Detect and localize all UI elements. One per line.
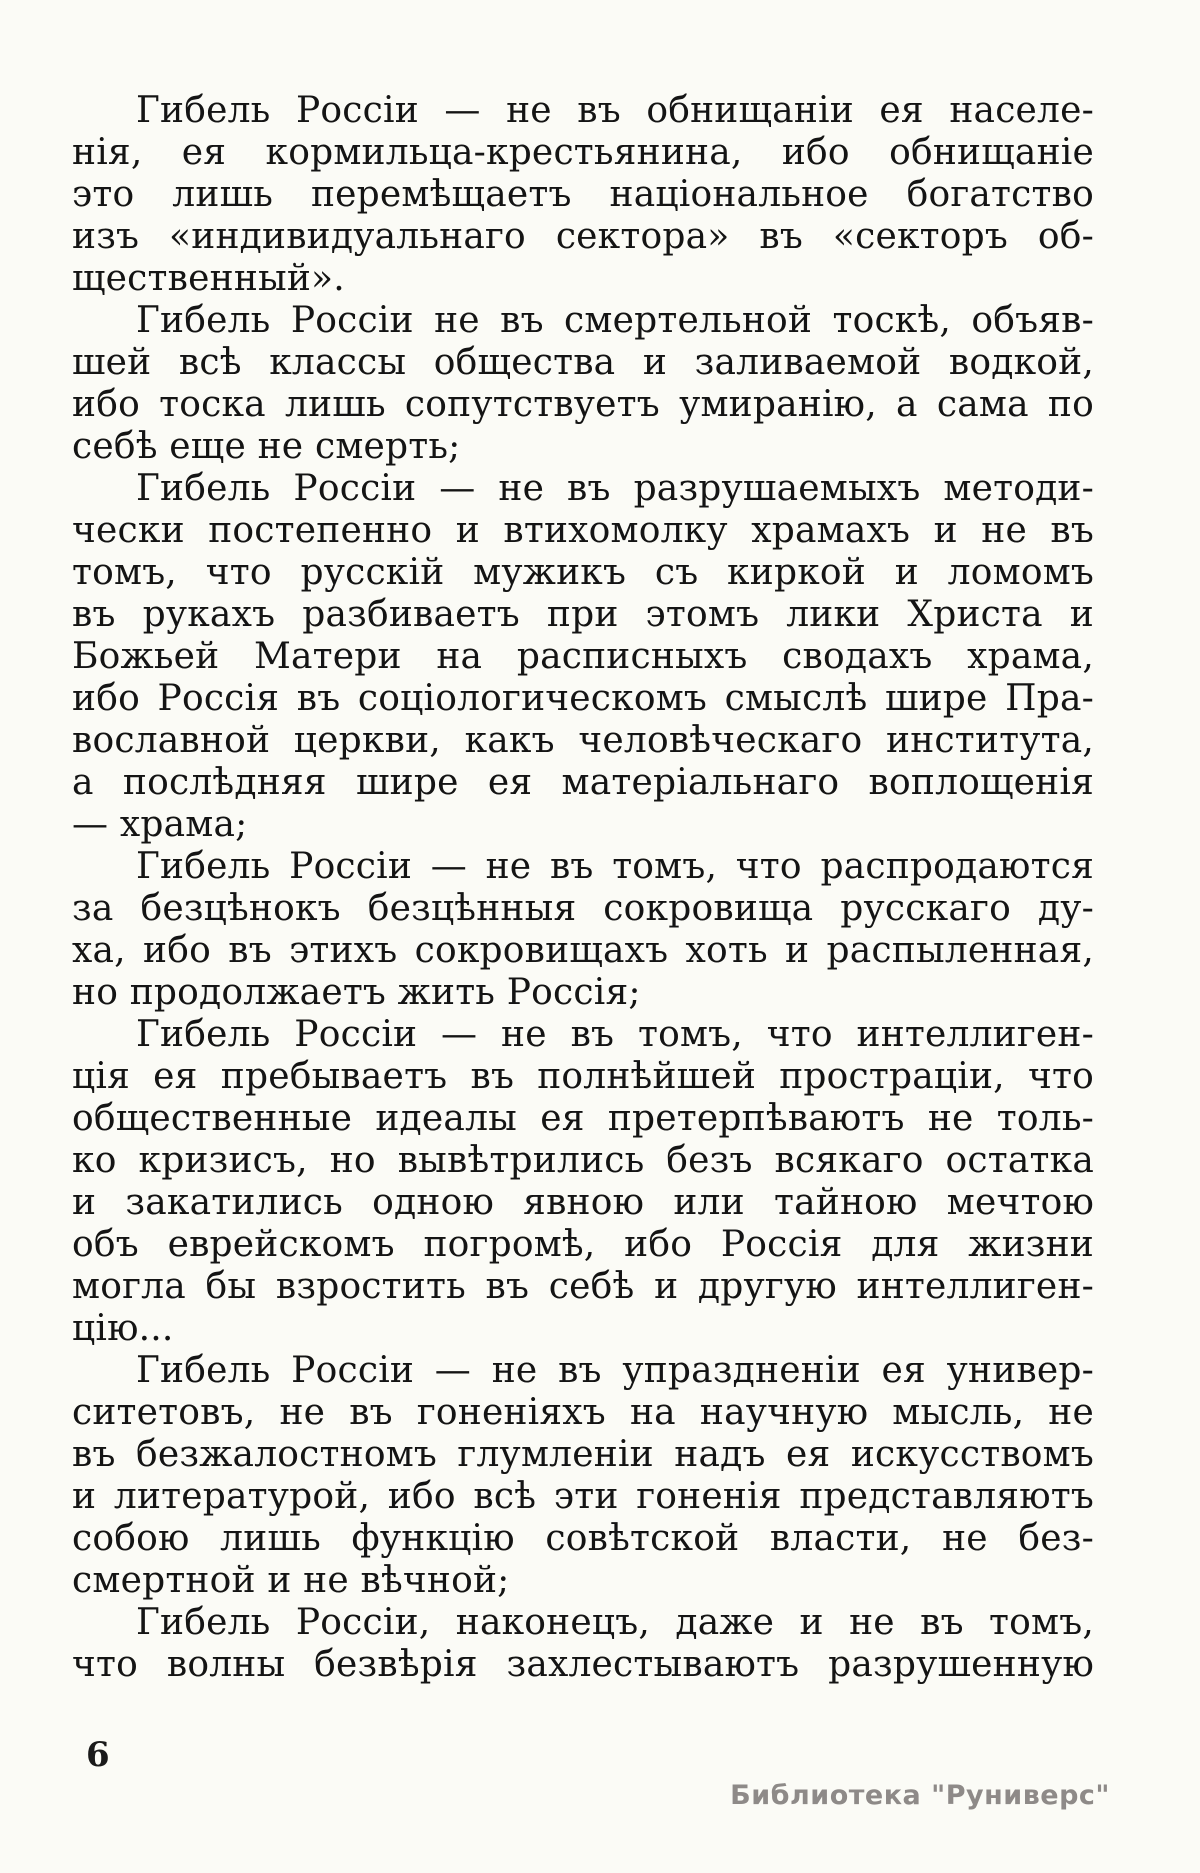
- text-line: Гибель Россіи — не въ упраздненіи ея универ-: [136, 1350, 1094, 1391]
- text-line: это лишь перемѣщаетъ національное богатство: [72, 174, 1094, 215]
- text-line: чески постепенно и втихомолку храмахъ и не въ: [72, 510, 1094, 551]
- text-line: Гибель Россіи, наконецъ, даже и не въ томъ,: [136, 1602, 1094, 1643]
- text-line: и литературой, ибо всѣ эти гоненія представляютъ: [72, 1476, 1094, 1517]
- text-line: Божьей Матери на расписныхъ сводахъ храма,: [72, 636, 1094, 677]
- paragraph: [72, 1350, 1094, 1602]
- text-line: могла бы взростить въ себѣ и другую интеллиген-: [72, 1266, 1094, 1307]
- text-line: въ рукахъ разбиваетъ при этомъ лики Христа и: [72, 594, 1094, 635]
- watermark: Библиотека "Руниверс": [730, 1780, 1110, 1811]
- text-line: томъ, что русскій мужикъ съ киркой и ломомъ: [72, 552, 1094, 593]
- text-line: изъ «индивидуальнаго сектора» въ «секторъ об-: [72, 216, 1094, 257]
- text-line: ибо Россія въ соціологическомъ смыслѣ шире Пра-: [72, 678, 1094, 719]
- text-line: ха, ибо въ этихъ сокровищахъ хоть и распыленная,: [72, 930, 1094, 971]
- text-line: Гибель Россіи — не въ томъ, что распродаются: [136, 846, 1094, 887]
- paragraph: [72, 846, 1094, 1014]
- text-line: себѣ еще не смерть;: [72, 426, 461, 467]
- text-line: щественный».: [72, 258, 345, 299]
- text-line: и закатились одною явною или тайною мечтою: [72, 1182, 1094, 1223]
- text-line: а послѣдняя шире ея матеріальнаго воплощенія: [72, 762, 1094, 803]
- text-line: вославной церкви, какъ человѣческаго института,: [72, 720, 1094, 761]
- text-line: смертной и не вѣчной;: [72, 1560, 510, 1601]
- text-line: общественные идеалы ея претерпѣваютъ не толь-: [72, 1098, 1094, 1139]
- text-line: шей всѣ классы общества и заливаемой водкой,: [72, 342, 1094, 383]
- text-line: нія, ея кормильца-крестьянина, ибо обнищаніе: [72, 132, 1094, 173]
- text-line: ко кризисъ, но вывѣтрились безъ всякаго остатка: [72, 1140, 1094, 1181]
- text-line: что волны безвѣрія захлестываютъ разрушенную: [72, 1644, 1094, 1685]
- text-line: ція ея пребываетъ въ полнѣйшей простраціи, что: [72, 1056, 1094, 1097]
- text-line: — храма;: [72, 804, 248, 845]
- text-line: цію...: [72, 1308, 174, 1349]
- text-line: въ безжалостномъ глумленіи надъ ея искусствомъ: [72, 1434, 1094, 1475]
- text-line: объ еврейскомъ погромѣ, ибо Россія для жизни: [72, 1224, 1094, 1265]
- text-line: Гибель Россіи — не въ разрушаемыхъ методи-: [136, 468, 1094, 509]
- paragraph: [72, 90, 1094, 300]
- text-line: ситетовъ, не въ гоненіяхъ на научную мысль, не: [72, 1392, 1094, 1433]
- text-line: Гибель Россіи — не въ обнищаніи ея населе-: [136, 90, 1094, 131]
- text-line: ибо тоска лишь сопутствуетъ умиранію, а сама по: [72, 384, 1094, 425]
- page-number: 6: [86, 1735, 110, 1775]
- paragraph: [72, 1014, 1094, 1350]
- text-line: собою лишь функцію совѣтской власти, не без-: [72, 1518, 1094, 1559]
- paragraph: [72, 300, 1094, 468]
- paragraph: [72, 468, 1094, 846]
- text-line: за безцѣнокъ безцѣнныя сокровища русскаго ду-: [72, 888, 1094, 929]
- text-line: Гибель Россіи не въ смертельной тоскѣ, объяв-: [136, 300, 1094, 341]
- text-line: но продолжаетъ жить Россія;: [72, 972, 641, 1013]
- paragraph: [72, 1602, 1094, 1686]
- page-text: [72, 90, 1094, 1686]
- text-line: Гибель Россіи — не въ томъ, что интеллиген-: [136, 1014, 1094, 1055]
